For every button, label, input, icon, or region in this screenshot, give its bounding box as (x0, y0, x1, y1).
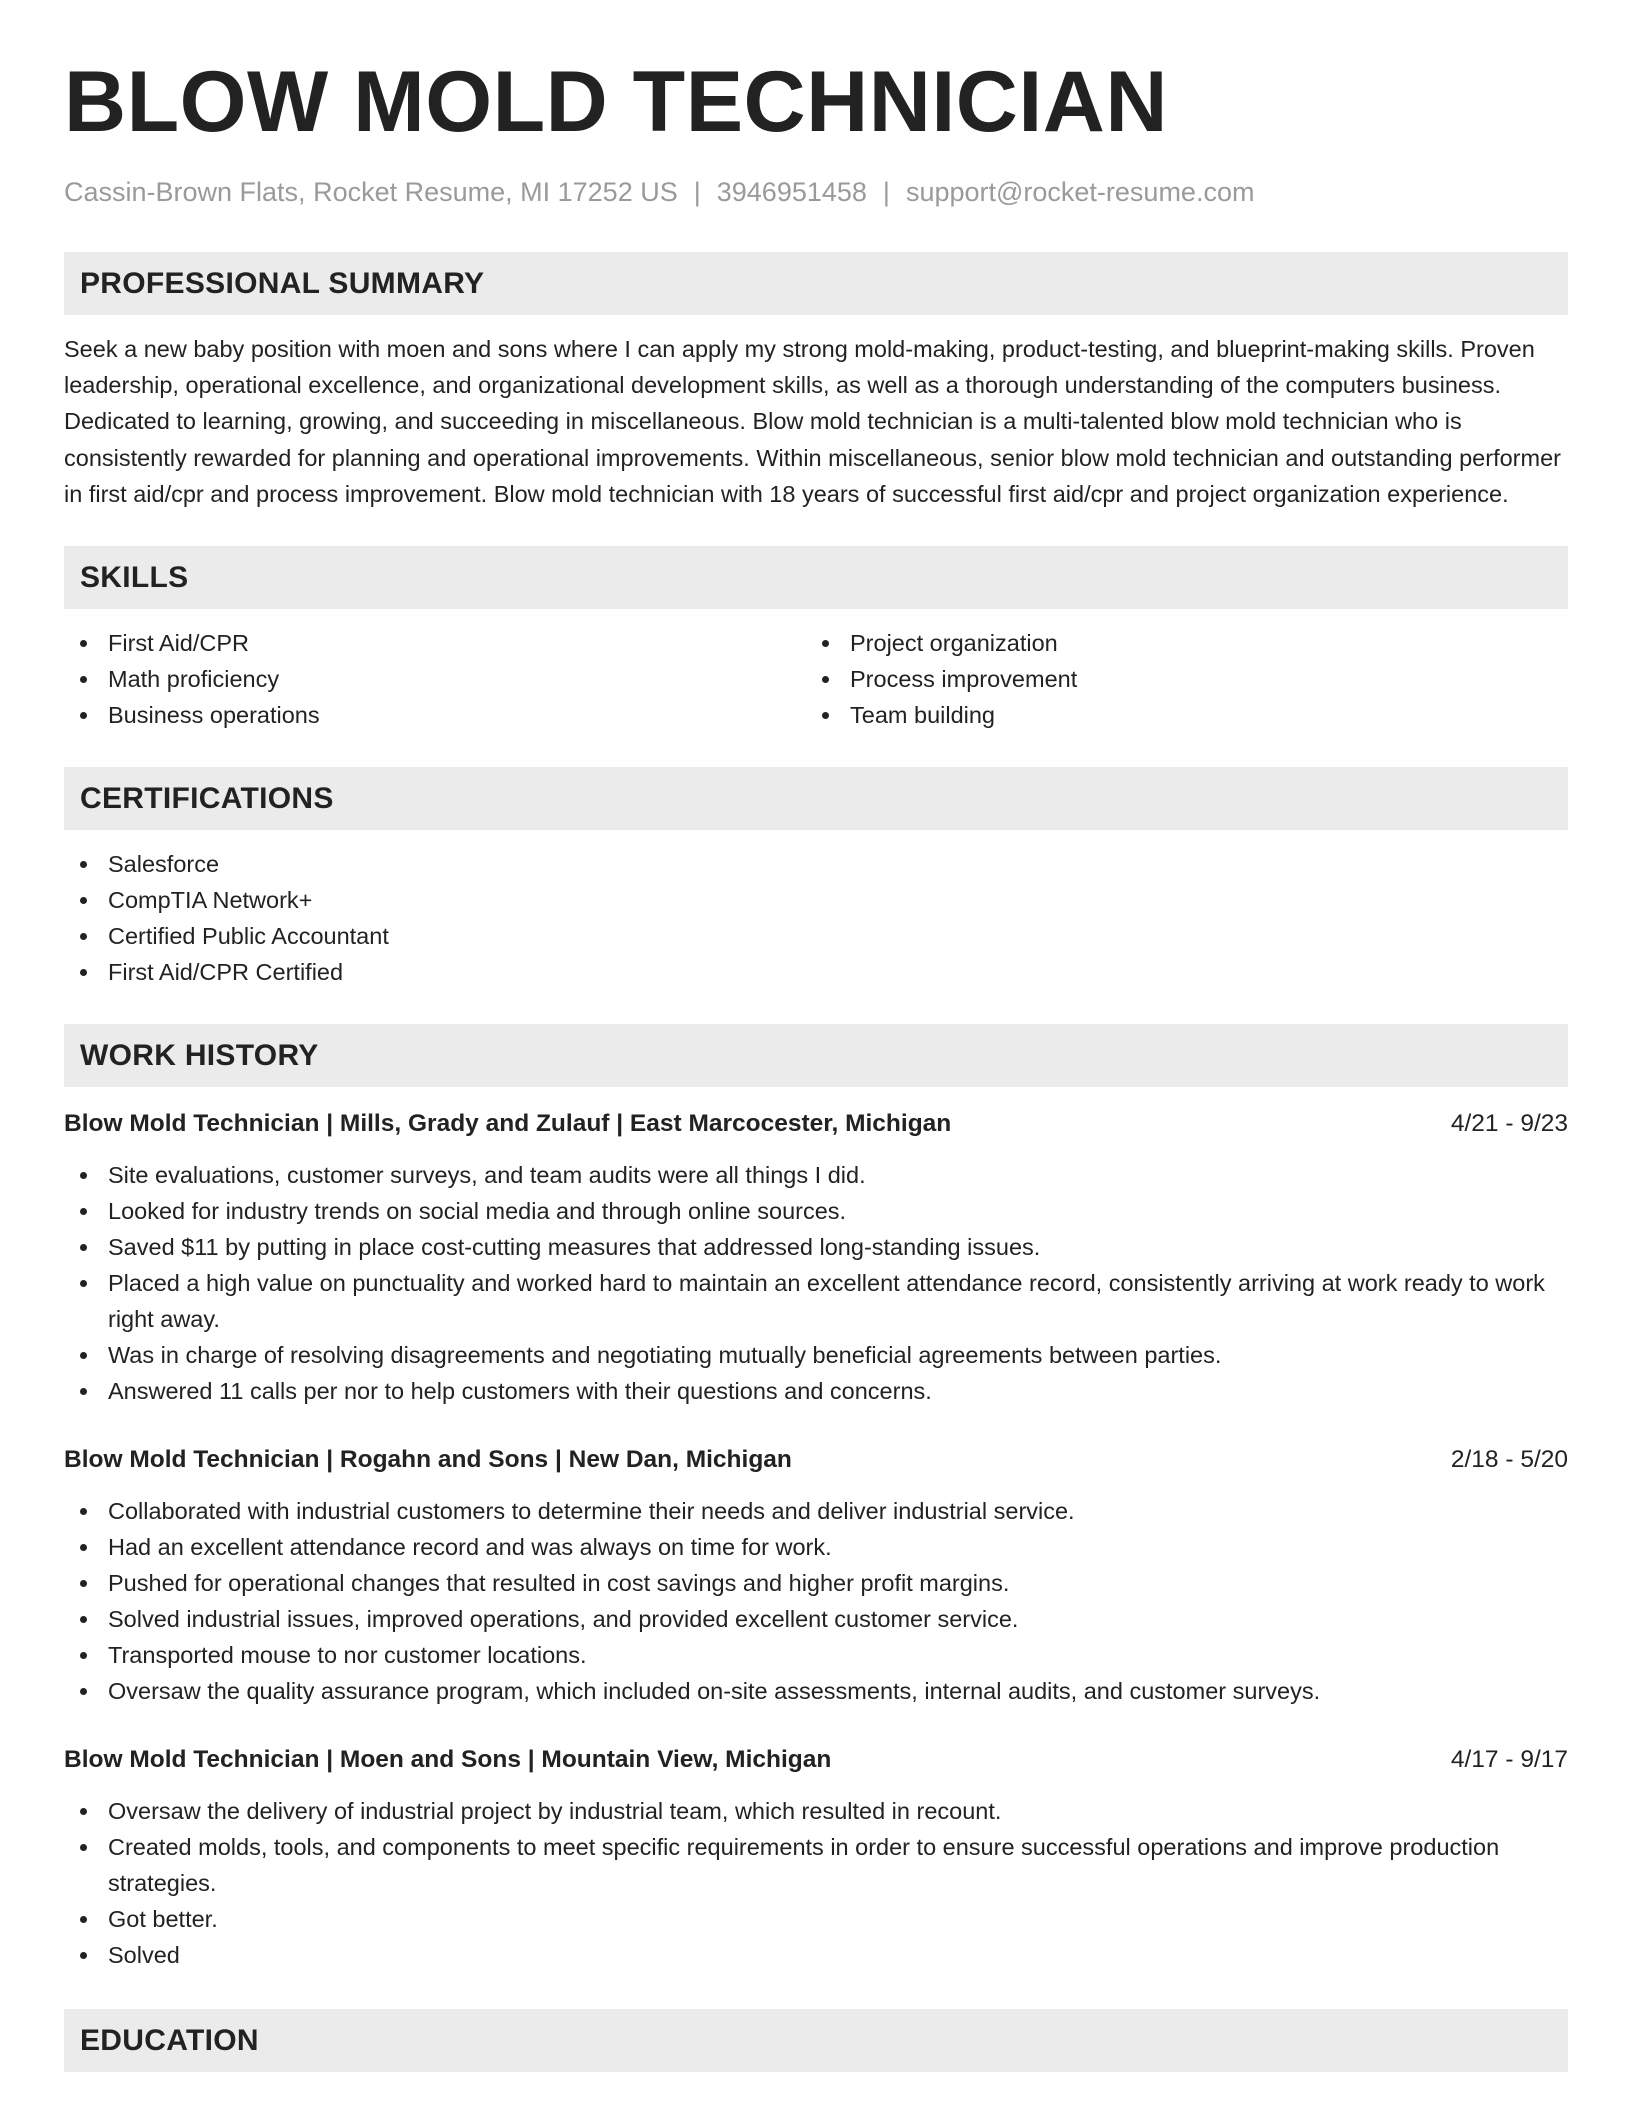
skill-item: Project organization (806, 625, 1548, 661)
job-entry (64, 1743, 1568, 1973)
skills-column-right (806, 625, 1548, 733)
contact-separator: | (882, 177, 890, 207)
job-header (64, 1743, 1568, 1777)
job-header (64, 1107, 1568, 1141)
job-bullet-list (64, 1157, 1568, 1409)
job-bullet-list (64, 1793, 1568, 1973)
job-bullet: Pushed for operational changes that resulted in cost savings and higher profit margins. (64, 1565, 1568, 1601)
job-bullet: Site evaluations, customer surveys, and team audits were all things I did. (64, 1157, 1568, 1193)
job-bullet: Created molds, tools, and components to meet specific requirements in order to ensure successful operations and improve production strategies. (64, 1829, 1568, 1901)
certifications-list (64, 846, 1568, 990)
education-section-header: EDUCATION (64, 2009, 1568, 2072)
skill-item: Business operations (64, 697, 806, 733)
skills-grid (64, 625, 1568, 733)
skill-item: Math proficiency (64, 661, 806, 697)
job-title: Blow Mold Technician | Moen and Sons | Mountain View, Michigan (64, 1746, 832, 1774)
contact-line (64, 174, 1568, 210)
job-bullet: Solved industrial issues, improved operations, and provided excellent customer service. (64, 1601, 1568, 1637)
job-bullet: Was in charge of resolving disagreements and negotiating mutually beneficial agreements between parties. (64, 1337, 1568, 1373)
certifications-section-header: CERTIFICATIONS (64, 767, 1568, 830)
job-bullet: Got better. (64, 1901, 1568, 1937)
job-bullet: Saved $11 by putting in place cost-cutting measures that addressed long-standing issues. (64, 1229, 1568, 1265)
skills-list-left (64, 625, 806, 733)
contact-email: support@rocket-resume.com (905, 177, 1255, 207)
skill-item: Team building (806, 697, 1548, 733)
job-bullet: Looked for industry trends on social media and through online sources. (64, 1193, 1568, 1229)
job-entry (64, 1107, 1568, 1409)
job-title: Blow Mold Technician | Rogahn and Sons | New Dan, Michigan (64, 1446, 792, 1474)
job-entry (64, 1443, 1568, 1709)
skill-item: First Aid/CPR (64, 625, 806, 661)
job-bullet-list (64, 1493, 1568, 1709)
job-dates: 4/21 - 9/23 (1450, 1110, 1568, 1138)
contact-address: Cassin-Brown Flats, Rocket Resume, MI 17252 US (64, 177, 678, 207)
candidate-name: BLOW MOLD TECHNICIAN (64, 54, 1168, 150)
summary-section-header: PROFESSIONAL SUMMARY (64, 252, 1568, 315)
job-dates: 4/17 - 9/17 (1450, 1746, 1568, 1774)
job-title: Blow Mold Technician | Mills, Grady and Zulauf | East Marcocester, Michigan (64, 1110, 952, 1138)
job-bullet: Oversaw the quality assurance program, which included on-site assessments, internal audits, and customer surveys. (64, 1673, 1568, 1709)
summary-text: Seek a new baby position with moen and sons where I can apply my strong mold-making, product-testing, and blueprint-making skills. Proven leadership, operational excellence, and organizational development skills, as well as a thorough understanding of the computers business. Dedicated to learning, growing, and succeeding in miscellaneous. Blow mold technician is a multi-talented blow mold technician who is consistently rewarded for planning and operational improvements. Within miscellaneous, senior blow mold technician and outstanding performer in first aid/cpr and process improvement. Blow mold technician with 18 years of successful first aid/cpr and project organization experience. (64, 336, 1561, 507)
work-history-section-header: WORK HISTORY (64, 1024, 1568, 1087)
contact-phone: 3946951458 (716, 177, 867, 207)
job-bullet: Answered 11 calls per nor to help customers with their questions and concerns. (64, 1373, 1568, 1409)
certification-item: First Aid/CPR Certified (64, 954, 1568, 990)
job-bullet: Had an excellent attendance record and was always on time for work. (64, 1529, 1568, 1565)
job-dates: 2/18 - 5/20 (1450, 1446, 1568, 1474)
certification-item: Certified Public Accountant (64, 918, 1568, 954)
certification-item: CompTIA Network+ (64, 882, 1568, 918)
skill-item: Process improvement (806, 661, 1548, 697)
job-bullet: Solved (64, 1937, 1568, 1973)
job-bullet: Placed a high value on punctuality and worked hard to maintain an excellent attendance record, consistently arriving at work ready to work right away. (64, 1265, 1568, 1337)
skills-section-header: SKILLS (64, 546, 1568, 609)
skills-list-right (806, 625, 1548, 733)
job-bullet: Oversaw the delivery of industrial project by industrial team, which resulted in recount. (64, 1793, 1568, 1829)
certification-item: Salesforce (64, 846, 1568, 882)
job-bullet: Transported mouse to nor customer locations. (64, 1637, 1568, 1673)
contact-separator: | (693, 177, 701, 207)
job-header (64, 1443, 1568, 1477)
skills-column-left (64, 625, 806, 733)
job-bullet: Collaborated with industrial customers to determine their needs and deliver industrial service. (64, 1493, 1568, 1529)
